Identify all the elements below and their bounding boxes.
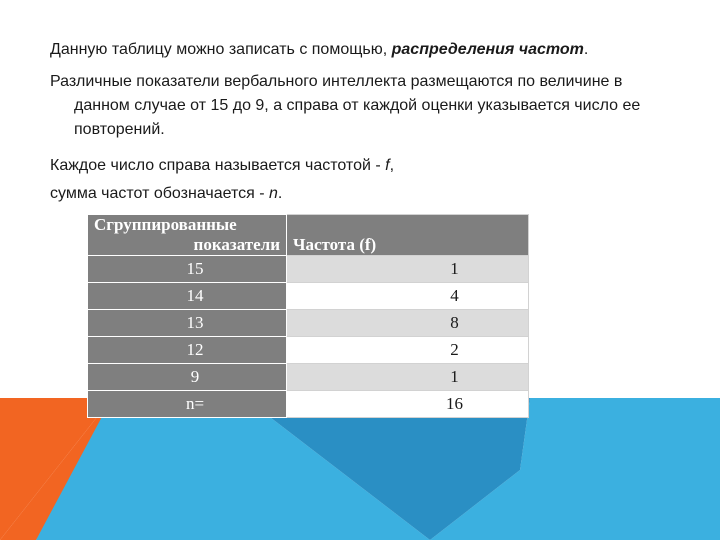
- header-col1-line2: показатели: [193, 235, 280, 254]
- intro-emphasis: распределения частот: [391, 41, 584, 58]
- frequency-cell: 2: [287, 337, 529, 364]
- sum-def-var: n: [269, 185, 278, 202]
- table-row: [88, 256, 529, 283]
- table-row: [88, 310, 529, 337]
- description-paragraph: Различные показатели вербального интеллекта размещаются по величине в данном случае от 15 до 9, а справа от каждой оценки указывается число ее повторений.: [50, 73, 641, 138]
- total-label-cell: n=: [88, 391, 287, 418]
- table-header-row: [88, 215, 529, 256]
- freq-def-prefix: Каждое число справа называется частотой -: [50, 157, 386, 174]
- score-cell: 13: [88, 310, 287, 337]
- intro-line: [50, 38, 588, 62]
- frequency-table: [87, 214, 529, 418]
- intro-suffix: .: [583, 41, 589, 58]
- score-cell: 9: [88, 364, 287, 391]
- total-frequency-cell: 16: [287, 391, 529, 418]
- frequency-cell: 8: [287, 310, 529, 337]
- header-col1-line1: Сгруппированные: [94, 215, 237, 234]
- sum-def-suffix: .: [277, 185, 283, 202]
- table-row: [88, 283, 529, 310]
- sum-def-prefix: сумма частот обозначается -: [50, 185, 269, 202]
- freq-def-suffix: ,: [389, 157, 395, 174]
- frequency-cell: 1: [287, 364, 529, 391]
- table-row-total: [88, 391, 529, 418]
- table-row: [88, 364, 529, 391]
- sum-definition: [50, 182, 282, 206]
- header-grouped-scores: [88, 215, 287, 256]
- freq-def-var: f: [385, 157, 390, 174]
- frequency-cell: 4: [287, 283, 529, 310]
- score-cell: 14: [88, 283, 287, 310]
- intro-prefix: Данную таблицу можно записать с помощью,: [50, 41, 392, 58]
- score-cell: 12: [88, 337, 287, 364]
- frequency-cell: 1: [287, 256, 529, 283]
- score-cell: 15: [88, 256, 287, 283]
- header-frequency: Частота (f): [287, 215, 529, 256]
- table-row: [88, 337, 529, 364]
- frequency-definition: [50, 154, 394, 178]
